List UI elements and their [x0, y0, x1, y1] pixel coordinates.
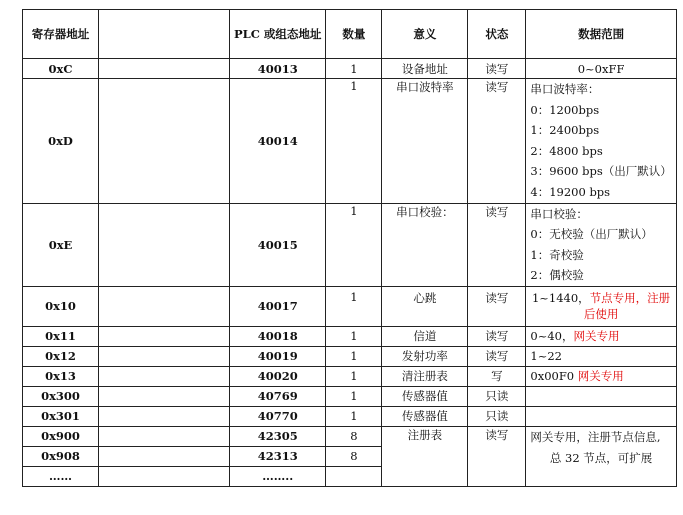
range-line: 3：9600 bps（出厂默认） [530, 164, 672, 179]
register-address: 0xE [23, 203, 99, 286]
range-line: 总 32 节点，可扩展 [549, 450, 653, 465]
status-cell: 读写 [468, 326, 526, 346]
range-line: 串口波特率： [530, 82, 600, 96]
status-cell: 读写 [468, 426, 526, 486]
range-line: 0：1200bps [530, 102, 600, 117]
header-blank [99, 10, 230, 59]
table-row [23, 203, 677, 286]
blank-cell [99, 326, 230, 346]
range-note-red: 网关专用 [577, 369, 624, 384]
count-cell: 1 [326, 386, 382, 406]
status-cell: 读写 [468, 203, 526, 286]
blank-cell [99, 446, 230, 466]
status-cell: 读写 [468, 79, 526, 204]
range-line: 4：19200 bps [530, 184, 611, 199]
blank-cell [99, 386, 230, 406]
range-cell [526, 426, 676, 486]
meaning-cell: 信道 [382, 326, 468, 346]
range-text: 1~1440， [531, 290, 590, 305]
register-address: 0xD [23, 79, 99, 204]
plc-address: …….. [230, 466, 326, 486]
meaning-cell: 传感器值 [382, 406, 468, 426]
range-cell [526, 386, 676, 406]
register-address: …… [23, 466, 99, 486]
count-cell: 1 [326, 406, 382, 426]
count-cell: 1 [326, 326, 382, 346]
count-cell: 1 [326, 286, 382, 326]
plc-address: 42305 [230, 426, 326, 446]
range-text: 0~40， [530, 329, 574, 344]
count-cell: 8 [326, 446, 382, 466]
blank-cell [99, 203, 230, 286]
header-status: 状态 [468, 10, 526, 59]
range-line: 2：4800 bps [530, 143, 603, 158]
range-line: 2：偶校验 [530, 268, 584, 283]
register-address: 0x10 [23, 286, 99, 326]
header-meaning: 意义 [382, 10, 468, 59]
blank-cell [99, 59, 230, 79]
status-cell: 读写 [468, 59, 526, 79]
blank-cell [99, 346, 230, 366]
range-line: 网关专用，注册节点信息, [530, 429, 661, 444]
header-count: 数量 [326, 10, 382, 59]
table-row [23, 286, 677, 326]
range-note-red: 节点专用，注册 [589, 290, 671, 305]
plc-address: 40770 [230, 406, 326, 426]
meaning-cell: 传感器值 [382, 386, 468, 406]
count-cell [326, 466, 382, 486]
table-row [23, 366, 677, 386]
plc-address: 40015 [230, 203, 326, 286]
status-cell: 写 [468, 366, 526, 386]
status-cell: 只读 [468, 386, 526, 406]
register-address: 0x12 [23, 346, 99, 366]
count-cell: 1 [326, 366, 382, 386]
header-plc-address: PLC 或组态地址 [230, 10, 326, 59]
blank-cell [99, 286, 230, 326]
blank-cell [99, 466, 230, 486]
range-line: 0：无校验（出厂默认） [530, 227, 653, 242]
status-cell: 只读 [468, 406, 526, 426]
register-address: 0xC [23, 59, 99, 79]
range-cell [526, 286, 676, 326]
register-address: 0x300 [23, 386, 99, 406]
count-cell: 1 [326, 203, 382, 286]
range-cell: 0~0xFF [526, 59, 676, 79]
header-row [23, 10, 677, 59]
register-address: 0x301 [23, 406, 99, 426]
table-row [23, 426, 677, 446]
table-row [23, 406, 677, 426]
range-cell [526, 326, 676, 346]
header-register-address: 寄存器地址 [23, 10, 99, 59]
register-address: 0x900 [23, 426, 99, 446]
blank-cell [99, 426, 230, 446]
plc-address: 40019 [230, 346, 326, 366]
range-line: 1：2400bps [530, 123, 600, 138]
range-note-red: 网关专用 [573, 329, 620, 344]
register-table [22, 9, 677, 487]
plc-address: 40017 [230, 286, 326, 326]
meaning-cell: 心跳 [382, 286, 468, 326]
range-line: 1：奇校验 [530, 247, 584, 262]
range-text: 0x00F0 [530, 369, 578, 384]
table-row [23, 386, 677, 406]
blank-cell [99, 366, 230, 386]
range-cell: 1~22 [526, 346, 676, 366]
blank-cell [99, 406, 230, 426]
table-row [23, 59, 677, 79]
range-cell [526, 203, 676, 286]
range-cell [526, 366, 676, 386]
count-cell: 1 [326, 79, 382, 204]
range-note-red: 后使用 [583, 306, 619, 321]
meaning-cell: 发射功率 [382, 346, 468, 366]
plc-address: 40020 [230, 366, 326, 386]
meaning-cell: 串口波特率 [382, 79, 468, 204]
plc-address: 40018 [230, 326, 326, 346]
plc-address: 40013 [230, 59, 326, 79]
meaning-cell: 注册表 [382, 426, 468, 486]
count-cell: 1 [326, 346, 382, 366]
range-cell [526, 406, 676, 426]
header-data-range: 数据范围 [526, 10, 676, 59]
status-cell: 读写 [468, 286, 526, 326]
status-cell: 读写 [468, 346, 526, 366]
register-address: 0x11 [23, 326, 99, 346]
blank-cell [99, 79, 230, 204]
table-row [23, 346, 677, 366]
plc-address: 42313 [230, 446, 326, 466]
range-cell [526, 79, 676, 204]
count-cell: 1 [326, 59, 382, 79]
plc-address: 40769 [230, 386, 326, 406]
register-address: 0x908 [23, 446, 99, 466]
register-address: 0x13 [23, 366, 99, 386]
meaning-cell: 设备地址 [382, 59, 468, 79]
meaning-cell: 清注册表 [382, 366, 468, 386]
table-row [23, 79, 677, 204]
plc-address: 40014 [230, 79, 326, 204]
meaning-cell: 串口校验： [382, 203, 468, 286]
count-cell: 8 [326, 426, 382, 446]
range-line: 串口校验： [530, 206, 588, 221]
table-row [23, 326, 677, 346]
